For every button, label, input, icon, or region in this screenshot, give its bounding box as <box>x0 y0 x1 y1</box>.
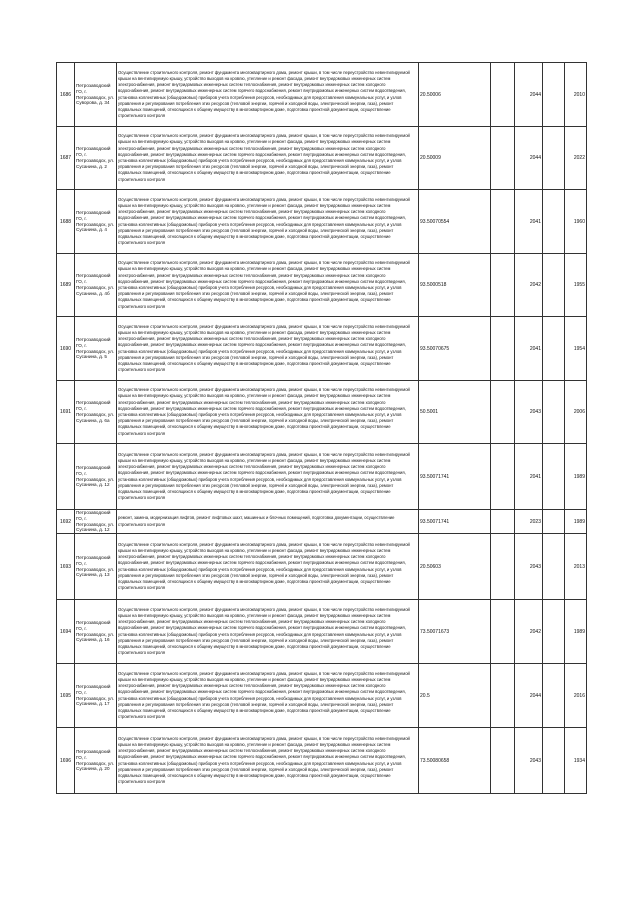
table-row <box>57 444 587 510</box>
table-row <box>57 534 587 600</box>
row-year-built: 2016 <box>565 664 587 728</box>
row-works: ремонт, замена, модернизация лифтов, ремонт лифтовых шахт, машинных и блочных помещений, подготовка документации, осуществление строительного контроля <box>117 510 419 534</box>
row-number: 1691 <box>57 381 75 444</box>
row-cost: 93.50070554 <box>419 190 491 254</box>
row-empty-cell <box>543 534 565 600</box>
row-works: Осуществление строительного контроля, ремонт фундамента многоквартирного дома, ремонт крыши, в том числе переустройство невентилируемой крыши на вентилируемую крышу, устройство выходов на кровлю, утепление и ремонт фасада, ремонт внутридомовых инженерных систем электроснабжения, ремонт внутридомовых инженерных систем теплоснабжения, ремонт внутридомовых инженерных систем холодного водоснабжения, ремонт внутридомовых инженерных систем горячего водоснабжения, ремонт внутридомовых инженерных систем водоотведения, установка коллективных (общедомовых) приборов учета потребления ресурсов, необходимых для предоставления коммунальных услуг, и узлов управления и регулирования потребления этих ресурсов (тепловой энергии, горячей и холодной воды, электрической энергии, газа), ремонт подвальных помещений, относящихся к общему имуществу в многоквартирном доме, подготовка проектной документации, осуществление строительного контроля <box>117 127 419 190</box>
row-number: 1695 <box>57 664 75 728</box>
row-number: 1694 <box>57 600 75 664</box>
row-year-planned: 2044 <box>515 63 543 127</box>
capital-repair-table <box>56 62 587 794</box>
row-empty-cell <box>543 664 565 728</box>
table-row <box>57 317 587 381</box>
row-empty-cell <box>543 444 565 510</box>
row-year-planned: 2044 <box>515 127 543 190</box>
document-page <box>56 62 586 794</box>
row-cost: 20.50006 <box>419 63 491 127</box>
row-year-built: 1989 <box>565 510 587 534</box>
row-empty-cell <box>491 444 515 510</box>
row-address: Петрозаводский ГО, г. Петрозаводск, ул. Сусанина, д. 2 <box>75 127 117 190</box>
row-number: 1692 <box>57 510 75 534</box>
row-empty-cell <box>543 317 565 381</box>
row-year-planned: 2043 <box>515 534 543 600</box>
table-row <box>57 254 587 317</box>
row-empty-cell <box>491 127 515 190</box>
row-year-planned: 2041 <box>515 190 543 254</box>
row-empty-cell <box>491 534 515 600</box>
row-empty-cell <box>491 664 515 728</box>
row-year-built: 1934 <box>565 728 587 794</box>
row-number: 1693 <box>57 534 75 600</box>
row-works: Осуществление строительного контроля, ремонт фундамента многоквартирного дома, ремонт крыши, в том числе переустройство невентилируемой крыши на вентилируемую крышу, устройство выходов на кровлю, утепление и ремонт фасада, ремонт внутридомовых инженерных систем электроснабжения, ремонт внутридомовых инженерных систем теплоснабжения, ремонт внутридомовых инженерных систем холодного водоснабжения, ремонт внутридомовых инженерных систем горячего водоснабжения, ремонт внутридомовых инженерных систем водоотведения, установка коллективных (общедомовых) приборов учета потребления ресурсов, необходимых для предоставления коммунальных услуг, и узлов управления и регулирования потребления этих ресурсов (тепловой энергии, горячей и холодной воды, электрической энергии, газа), ремонт подвальных помещений, относящихся к общему имуществу в многоквартирном доме, подготовка проектной документации, осуществление строительного контроля <box>117 254 419 317</box>
row-cost: 93.50071741 <box>419 444 491 510</box>
row-number: 1689 <box>57 254 75 317</box>
row-works: Осуществление строительного контроля, ремонт фундамента многоквартирного дома, ремонт крыши, в том числе переустройство невентилируемой крыши на вентилируемую крышу, устройство выходов на кровлю, утепление и ремонт фасада, ремонт внутридомовых инженерных систем электроснабжения, ремонт внутридомовых инженерных систем теплоснабжения, ремонт внутридомовых инженерных систем холодного водоснабжения, ремонт внутридомовых инженерных систем горячего водоснабжения, ремонт внутридомовых инженерных систем водоотведения, установка коллективных (общедомовых) приборов учета потребления ресурсов, необходимых для предоставления коммунальных услуг, и узлов управления и регулирования потребления этих ресурсов (тепловой энергии, горячей и холодной воды, электрической энергии, газа), ремонт подвальных помещений, относящихся к общему имуществу в многоквартирном доме, подготовка проектной документации, осуществление строительного контроля <box>117 317 419 381</box>
row-empty-cell <box>491 381 515 444</box>
row-empty-cell <box>543 728 565 794</box>
row-number: 1687 <box>57 127 75 190</box>
row-year-planned: 2044 <box>515 664 543 728</box>
row-empty-cell <box>491 600 515 664</box>
row-empty-cell <box>543 127 565 190</box>
row-works: Осуществление строительного контроля, ремонт фундамента многоквартирного дома, ремонт крыши, в том числе переустройство невентилируемой крыши на вентилируемую крышу, устройство выходов на кровлю, утепление и ремонт фасада, ремонт внутридомовых инженерных систем электроснабжения, ремонт внутридомовых инженерных систем теплоснабжения, ремонт внутридомовых инженерных систем холодного водоснабжения, ремонт внутридомовых инженерных систем горячего водоснабжения, ремонт внутридомовых инженерных систем водоотведения, установка коллективных (общедомовых) приборов учета потребления ресурсов, необходимых для предоставления коммунальных услуг, и узлов управления и регулирования потребления этих ресурсов (тепловой энергии, горячей и холодной воды, электрической энергии, газа), ремонт подвальных помещений, относящихся к общему имуществу в многоквартирном доме, подготовка проектной документации, осуществление строительного контроля <box>117 534 419 600</box>
row-year-built: 2022 <box>565 127 587 190</box>
row-empty-cell <box>543 254 565 317</box>
row-year-planned: 2041 <box>515 317 543 381</box>
row-address: Петрозаводский ГО, г. Петрозаводск, ул. Сусанина, д. 5 <box>75 317 117 381</box>
row-address: Петрозаводский ГО, г. Петрозаводск, ул. Сусанина, д. 16 <box>75 600 117 664</box>
table-row <box>57 728 587 794</box>
row-address: Петрозаводский ГО, г. Петрозаводск, ул. Сусанина, д. 12 <box>75 444 117 510</box>
row-cost: 93.5000518 <box>419 254 491 317</box>
row-year-planned: 2043 <box>515 728 543 794</box>
row-address: Петрозаводский ГО, г. Петрозаводск, ул. Сусанина, д. 17 <box>75 664 117 728</box>
row-address: Петрозаводский ГО, г. Петрозаводск, ул. Сусанина, д. 6а <box>75 381 117 444</box>
row-address: Петрозаводский ГО, г. Петрозаводск, ул. Сусанина, д. 12 <box>75 510 117 534</box>
table-row <box>57 63 587 127</box>
row-empty-cell <box>491 728 515 794</box>
row-cost: 20.50603 <box>419 534 491 600</box>
row-cost: 50.5001 <box>419 381 491 444</box>
row-empty-cell <box>491 510 515 534</box>
row-year-planned: 2023 <box>515 510 543 534</box>
row-works: Осуществление строительного контроля, ремонт фундамента многоквартирного дома, ремонт крыши, в том числе переустройство невентилируемой крыши на вентилируемую крышу, устройство выходов на кровлю, утепление и ремонт фасада, ремонт внутридомовых инженерных систем электроснабжения, ремонт внутридомовых инженерных систем теплоснабжения, ремонт внутридомовых инженерных систем холодного водоснабжения, ремонт внутридомовых инженерных систем горячего водоснабжения, ремонт внутридомовых инженерных систем водоотведения, установка коллективных (общедомовых) приборов учета потребления ресурсов, необходимых для предоставления коммунальных услуг, и узлов управления и регулирования потребления этих ресурсов (тепловой энергии, горячей и холодной воды, электрической энергии, газа), ремонт подвальных помещений, относящихся к общему имуществу в многоквартирном доме, подготовка проектной документации, осуществление строительного контроля <box>117 381 419 444</box>
row-works: Осуществление строительного контроля, ремонт фундамента многоквартирного дома, ремонт крыши, в том числе переустройство невентилируемой крыши на вентилируемую крышу, устройство выходов на кровлю, утепление и ремонт фасада, ремонт внутридомовых инженерных систем электроснабжения, ремонт внутридомовых инженерных систем теплоснабжения, ремонт внутридомовых инженерных систем холодного водоснабжения, ремонт внутридомовых инженерных систем горячего водоснабжения, ремонт внутридомовых инженерных систем водоотведения, установка коллективных (общедомовых) приборов учета потребления ресурсов, необходимых для предоставления коммунальных услуг, и узлов управления и регулирования потребления этих ресурсов (тепловой энергии, горячей и холодной воды, электрической энергии, газа), ремонт подвальных помещений, относящихся к общему имуществу в многоквартирном доме, подготовка проектной документации, осуществление строительного контроля <box>117 728 419 794</box>
row-year-planned: 2041 <box>515 444 543 510</box>
table-body <box>57 63 587 794</box>
row-cost: 93.50070675 <box>419 317 491 381</box>
row-address: Петрозаводский ГО, г. Петрозаводск, ул. Сусанина, д. 4б <box>75 254 117 317</box>
row-address: Петрозаводский ГО, г. Петрозаводск, ул. Сусанина, д. 4 <box>75 190 117 254</box>
row-works: Осуществление строительного контроля, ремонт фундамента многоквартирного дома, ремонт крыши, в том числе переустройство невентилируемой крыши на вентилируемую крышу, устройство выходов на кровлю, утепление и ремонт фасада, ремонт внутридомовых инженерных систем электроснабжения, ремонт внутридомовых инженерных систем теплоснабжения, ремонт внутридомовых инженерных систем холодного водоснабжения, ремонт внутридомовых инженерных систем горячего водоснабжения, ремонт внутридомовых инженерных систем водоотведения, установка коллективных (общедомовых) приборов учета потребления ресурсов, необходимых для предоставления коммунальных услуг, и узлов управления и регулирования потребления этих ресурсов (тепловой энергии, горячей и холодной воды, электрической энергии, газа), ремонт подвальных помещений, относящихся к общему имуществу в многоквартирном доме, подготовка проектной документации, осуществление строительного контроля <box>117 190 419 254</box>
row-empty-cell <box>491 254 515 317</box>
row-cost: 73.50071673 <box>419 600 491 664</box>
table-row <box>57 127 587 190</box>
row-empty-cell <box>543 510 565 534</box>
row-empty-cell <box>543 190 565 254</box>
row-year-built: 2010 <box>565 63 587 127</box>
row-year-built: 1989 <box>565 600 587 664</box>
row-year-built: 2013 <box>565 534 587 600</box>
row-year-built: 1960 <box>565 190 587 254</box>
row-year-built: 2006 <box>565 381 587 444</box>
row-cost: 73.50080658 <box>419 728 491 794</box>
row-empty-cell <box>491 190 515 254</box>
row-address: Петрозаводский ГО, г. Петрозаводск, ул. Сусанина, д. 13 <box>75 534 117 600</box>
row-empty-cell <box>543 381 565 444</box>
row-address: Петрозаводский ГО, г. Петрозаводск, ул. Сусанина, д. 20 <box>75 728 117 794</box>
row-year-planned: 2043 <box>515 381 543 444</box>
row-empty-cell <box>543 600 565 664</box>
row-cost: 20.5 <box>419 664 491 728</box>
row-year-built: 1989 <box>565 444 587 510</box>
row-works: Осуществление строительного контроля, ремонт фундамента многоквартирного дома, ремонт крыши, в том числе переустройство невентилируемой крыши на вентилируемую крышу, устройство выходов на кровлю, утепление и ремонт фасада, ремонт внутридомовых инженерных систем электроснабжения, ремонт внутридомовых инженерных систем теплоснабжения, ремонт внутридомовых инженерных систем холодного водоснабжения, ремонт внутридомовых инженерных систем горячего водоснабжения, ремонт внутридомовых инженерных систем водоотведения, установка коллективных (общедомовых) приборов учета потребления ресурсов, необходимых для предоставления коммунальных услуг, и узлов управления и регулирования потребления этих ресурсов (тепловой энергии, горячей и холодной воды, электрической энергии, газа), ремонт подвальных помещений, относящихся к общему имуществу в многоквартирном доме, подготовка проектной документации, осуществление строительного контроля <box>117 664 419 728</box>
row-works: Осуществление строительного контроля, ремонт фундамента многоквартирного дома, ремонт крыши, в том числе переустройство невентилируемой крыши на вентилируемую крышу, устройство выходов на кровлю, утепление и ремонт фасада, ремонт внутридомовых инженерных систем электроснабжения, ремонт внутридомовых инженерных систем теплоснабжения, ремонт внутридомовых инженерных систем холодного водоснабжения, ремонт внутридомовых инженерных систем горячего водоснабжения, ремонт внутридомовых инженерных систем водоотведения, установка коллективных (общедомовых) приборов учета потребления ресурсов, необходимых для предоставления коммунальных услуг, и узлов управления и регулирования потребления этих ресурсов (тепловой энергии, горячей и холодной воды, электрической энергии, газа), ремонт подвальных помещений, относящихся к общему имуществу в многоквартирном доме, подготовка проектной документации, осуществление строительного контроля <box>117 600 419 664</box>
table-row <box>57 510 587 534</box>
row-number: 1690 <box>57 317 75 381</box>
row-number <box>57 444 75 510</box>
row-cost: 93.50071741 <box>419 510 491 534</box>
row-works: Осуществление строительного контроля, ремонт фундамента многоквартирного дома, ремонт крыши, в том числе переустройство невентилируемой крыши на вентилируемую крышу, устройство выходов на кровлю, утепление и ремонт фасада, ремонт внутридомовых инженерных систем электроснабжения, ремонт внутридомовых инженерных систем теплоснабжения, ремонт внутридомовых инженерных систем холодного водоснабжения, ремонт внутридомовых инженерных систем горячего водоснабжения, ремонт внутридомовых инженерных систем водоотведения, установка коллективных (общедомовых) приборов учета потребления ресурсов, необходимых для предоставления коммунальных услуг, и узлов управления и регулирования потребления этих ресурсов (тепловой энергии, горячей и холодной воды, электрической энергии, газа), ремонт подвальных помещений, относящихся к общему имуществу в многоквартирном доме, подготовка проектной документации, осуществление строительного контроля <box>117 63 419 127</box>
table-row <box>57 600 587 664</box>
row-year-built: 1954 <box>565 317 587 381</box>
row-cost: 20.50009 <box>419 127 491 190</box>
row-number: 1688 <box>57 190 75 254</box>
row-empty-cell <box>543 63 565 127</box>
row-works: Осуществление строительного контроля, ремонт фундамента многоквартирного дома, ремонт крыши, в том числе переустройство невентилируемой крыши на вентилируемую крышу, устройство выходов на кровлю, утепление и ремонт фасада, ремонт внутридомовых инженерных систем электроснабжения, ремонт внутридомовых инженерных систем теплоснабжения, ремонт внутридомовых инженерных систем холодного водоснабжения, ремонт внутридомовых инженерных систем горячего водоснабжения, ремонт внутридомовых инженерных систем водоотведения, установка коллективных (общедомовых) приборов учета потребления ресурсов, необходимых для предоставления коммунальных услуг, и узлов управления и регулирования потребления этих ресурсов (тепловой энергии, горячей и холодной воды, электрической энергии, газа), ремонт подвальных помещений, относящихся к общему имуществу в многоквартирном доме, подготовка проектной документации, осуществление строительного контроля <box>117 444 419 510</box>
row-number: 1686 <box>57 63 75 127</box>
row-empty-cell <box>491 317 515 381</box>
table-row <box>57 664 587 728</box>
table-row <box>57 381 587 444</box>
row-year-planned: 2042 <box>515 600 543 664</box>
row-year-planned: 2042 <box>515 254 543 317</box>
row-address: Петрозаводский ГО, г. Петрозаводск, ул. Суворова, д. 34 <box>75 63 117 127</box>
table-row <box>57 190 587 254</box>
row-empty-cell <box>491 63 515 127</box>
row-number: 1696 <box>57 728 75 794</box>
row-year-built: 1955 <box>565 254 587 317</box>
